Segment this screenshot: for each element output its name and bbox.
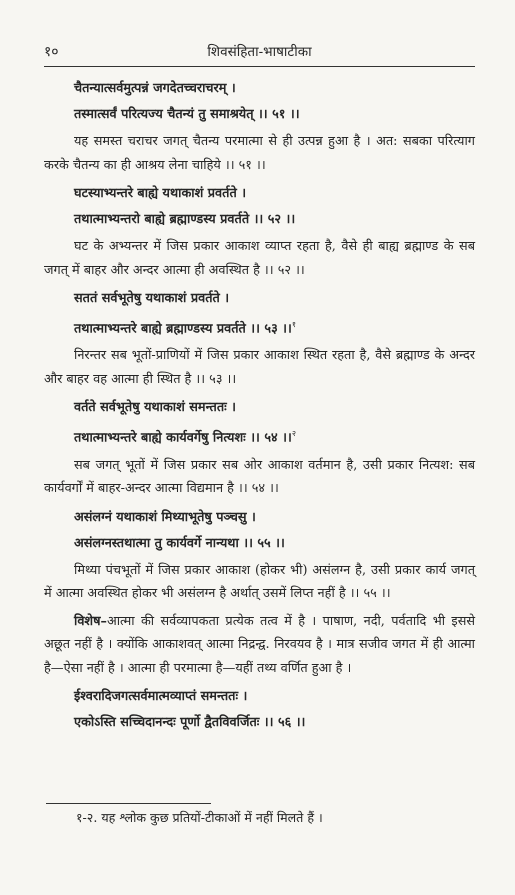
- verse-line: तथात्माभ्यन्तरे बाह्ये ब्रह्माण्डस्य प्रवर्तते ।। ५३ ।।$^१$: [74, 320, 297, 337]
- commentary-paragraph: [44, 235, 475, 282]
- page-number: १०: [44, 44, 59, 60]
- verse-line: असंलग्नं यथाकाशं मिथ्याभूतेषु पञ्चसु ।: [74, 509, 256, 525]
- verse-line: वर्तते सर्वभूतेषु यथाकाशं समन्ततः ।: [74, 400, 237, 416]
- commentary-paragraph: [44, 559, 475, 606]
- header-rule: [44, 66, 475, 67]
- commentary-paragraph: [44, 130, 475, 177]
- note-label: विशेष–: [74, 613, 107, 629]
- running-title: शिवसंहिता-भाषाटीका: [207, 44, 312, 60]
- page-body: [44, 76, 475, 736]
- verse-line: ईश्वरादिजगत्सर्वमात्मव्याप्तं समन्ततः ।: [74, 689, 248, 705]
- verse-line: सततं सर्वभूतेषु यथाकाशं प्रवर्तते ।: [74, 291, 230, 306]
- commentary-paragraph: [44, 454, 475, 501]
- verse-block: [44, 181, 475, 233]
- paragraph-text: आत्मा की सर्वव्यापकता प्रत्येक तत्व में है । पाषाण, नदी, पर्वतादि भी इससे अछूत नहीं है । क्योंकि आकाशवत् आत्मा निद्रन्द्व. निरवयव है । मात्र सजीव जगत में ही आत्मा है—ऐसा नहीं है । आत्मा ही परमात्मा है—यहीं तथ्य वर्णित हुआ है ।: [44, 613, 475, 676]
- verse-block: [44, 684, 475, 736]
- verse-block: [44, 76, 475, 128]
- verse-line: असंलग्नस्तथात्मा तु कार्यवर्गे नान्यथा ।। ५५ ।।: [74, 535, 285, 551]
- special-note-paragraph: [44, 610, 475, 681]
- paragraph-text: सब जगत् भूतों में जिस प्रकार सब ओर आकाश वर्तमान है, उसी प्रकार नित्यश: सब कार्यवर्गों में बाहर-अन्दर आत्मा विद्यमान है ।। ५४ ।।: [44, 457, 475, 497]
- paragraph-text: मिथ्या पंचभूतों में जिस प्रकार आकाश (होकर भी) असंलग्न है, उसी प्रकार कार्य जगत् में आत्मा अवस्थित होकर भी असंलग्न है अर्थात् उसमें लिप्त नहीं है ।। ५५ ।।: [44, 562, 475, 602]
- verse-line: तस्मात्सर्वं परित्यज्य चैतन्यं तु समाश्रयेत् ।। ५१ ।।: [74, 107, 300, 122]
- paragraph-text: निरन्तर सब भूतों-प्राणियों में जिस प्रकार आकाश स्थित रहता है, वैसे ब्रह्माण्ड के अन्दर और बाहर वह आत्मा ही स्थित है ।। ५३ ।।: [44, 348, 475, 387]
- commentary-paragraph: [44, 344, 475, 391]
- footnote: १-२. यह श्लोक कुछ प्रतियों-टीकाओं में नहीं मिलते हैं ।: [76, 810, 323, 825]
- verse-line: चैतन्यात्सर्वमुत्पन्नं जगदेतच्चराचरम् ।: [74, 81, 236, 96]
- verse-line: तथात्माभ्यन्तरो बाह्ये ब्रह्माण्डस्य प्रवर्तते ।। ५२ ।।: [74, 212, 296, 227]
- paragraph-text: घट के अभ्यन्तर में जिस प्रकार आकाश व्याप्त रहता है, वैसे ही बाह्य ब्रह्माण्ड के सब जगत् में बाहर और अन्दर आत्मा ही अवस्थित है ।। ५२ ।।: [44, 239, 475, 278]
- footnote-marker: १: [291, 320, 297, 329]
- page-header: [44, 40, 475, 64]
- verse-block: [44, 286, 475, 342]
- footnote-marker: २: [291, 429, 296, 439]
- footnote-rule: [46, 803, 211, 804]
- verse-line: घटस्याभ्यन्तरे बाह्ये यथाकाशं प्रवर्तते ।: [74, 186, 247, 201]
- verse-line: तथात्माभ्यन्तरे बाह्ये कार्यवर्गेषु नित्यशः ।। ५४ ।।$^२$: [74, 429, 296, 446]
- verse-line: एकोऽस्ति सच्चिदानन्दः पूर्णो द्वैतविवर्जितः ।। ५६ ।।: [74, 715, 306, 731]
- paragraph-text: यह समस्त चराचर जगत् चैतन्य परमात्मा से ही उत्पन्न हुआ है । अत: सबका परित्याग करके चैतन्य का ही आश्रय लेना चाहिये ।। ५१ ।।: [44, 134, 475, 173]
- verse-block: [44, 395, 475, 451]
- verse-block: [44, 505, 475, 557]
